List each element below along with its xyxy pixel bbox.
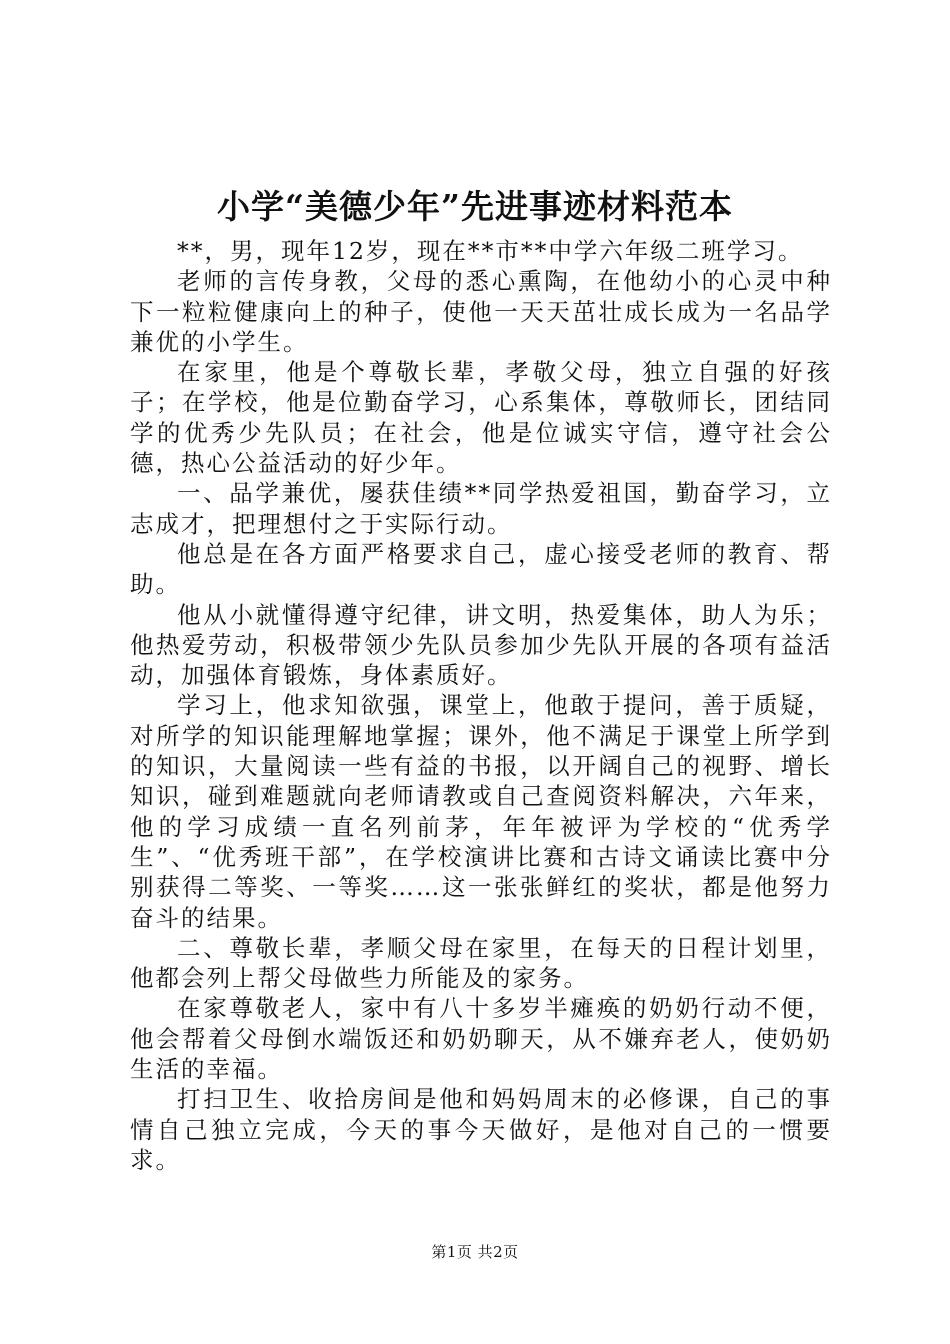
section-heading-paragraph: 二、尊敬长辈，孝顺父母在家里，在每天的日程计划里，他都会列上帮父母做些力所能及的家务。 [130,933,832,993]
page-footer: 第1页 共2页 [431,1243,519,1261]
paragraph-intro: **，男，现年12岁，现在**市**中学六年级二班学习。 [177,237,804,265]
paragraph: 打扫卫生、收拾房间是他和妈妈周末的必修课，自己的事情自己独立完成，今天的事今天做好，是他对自己的一惯要求。 [130,1085,832,1174]
paragraph: 他从小就懂得遵守纪律，讲文明，热爱集体，助人为乐；他热爱劳动，积极带领少先队员参加少先队开展的各项有益活动，加强体育锻炼，身体素质好。 [130,600,832,690]
document-title: 小学“美德少年”先进事迹材料范本 [217,187,733,226]
paragraph: 在家里，他是个尊敬长辈，孝敬父母，独立自强的好孩子；在学校，他是位勤奋学习，心系集体，尊敬师长，团结同学的优秀少先队员；在社会，他是位诚实守信，遵守社会公德，热心公益活动的好少年。 [130,358,832,478]
document-body [130,236,832,1175]
paragraph: 老师的言传身教，父母的悉心熏陶，在他幼小的心灵中种下一粒粒健康向上的种子，使他一天天茁壮成长成为一名品学兼优的小学生。 [130,267,832,356]
paragraph: 在家尊敬老人，家中有八十多岁半瘫痪的奶奶行动不便，他会帮着父母倒水端饭还和奶奶聊天，从不嫌弃老人，使奶奶生活的幸福。 [130,994,832,1084]
paragraph: 学习上，他求知欲强，课堂上，他敢于提问，善于质疑，对所学的知识能理解地掌握；课外，他不满足于课堂上所学到的知识，大量阅读一些有益的书报，以开阔自己的视野、增长知识，碰到难题就向老师请教或自己查阅资料解决，六年来，他的学习成绩一直名列前茅，年年被评为学校的“优秀学生”、“优秀班干部”，在学校演讲比赛和古诗文诵读比赛中分别获得二等奖、一等奖……这一张张鲜红的奖状，都是他努力奋斗的结果。 [130,691,832,932]
section-heading-paragraph: 一、品学兼优，屡获佳绩**同学热爱祖国，勤奋学习，立志成才，把理想付之于实际行动。 [130,479,832,538]
paragraph: 他总是在各方面严格要求自己，虚心接受老师的教育、帮助。 [130,539,832,599]
